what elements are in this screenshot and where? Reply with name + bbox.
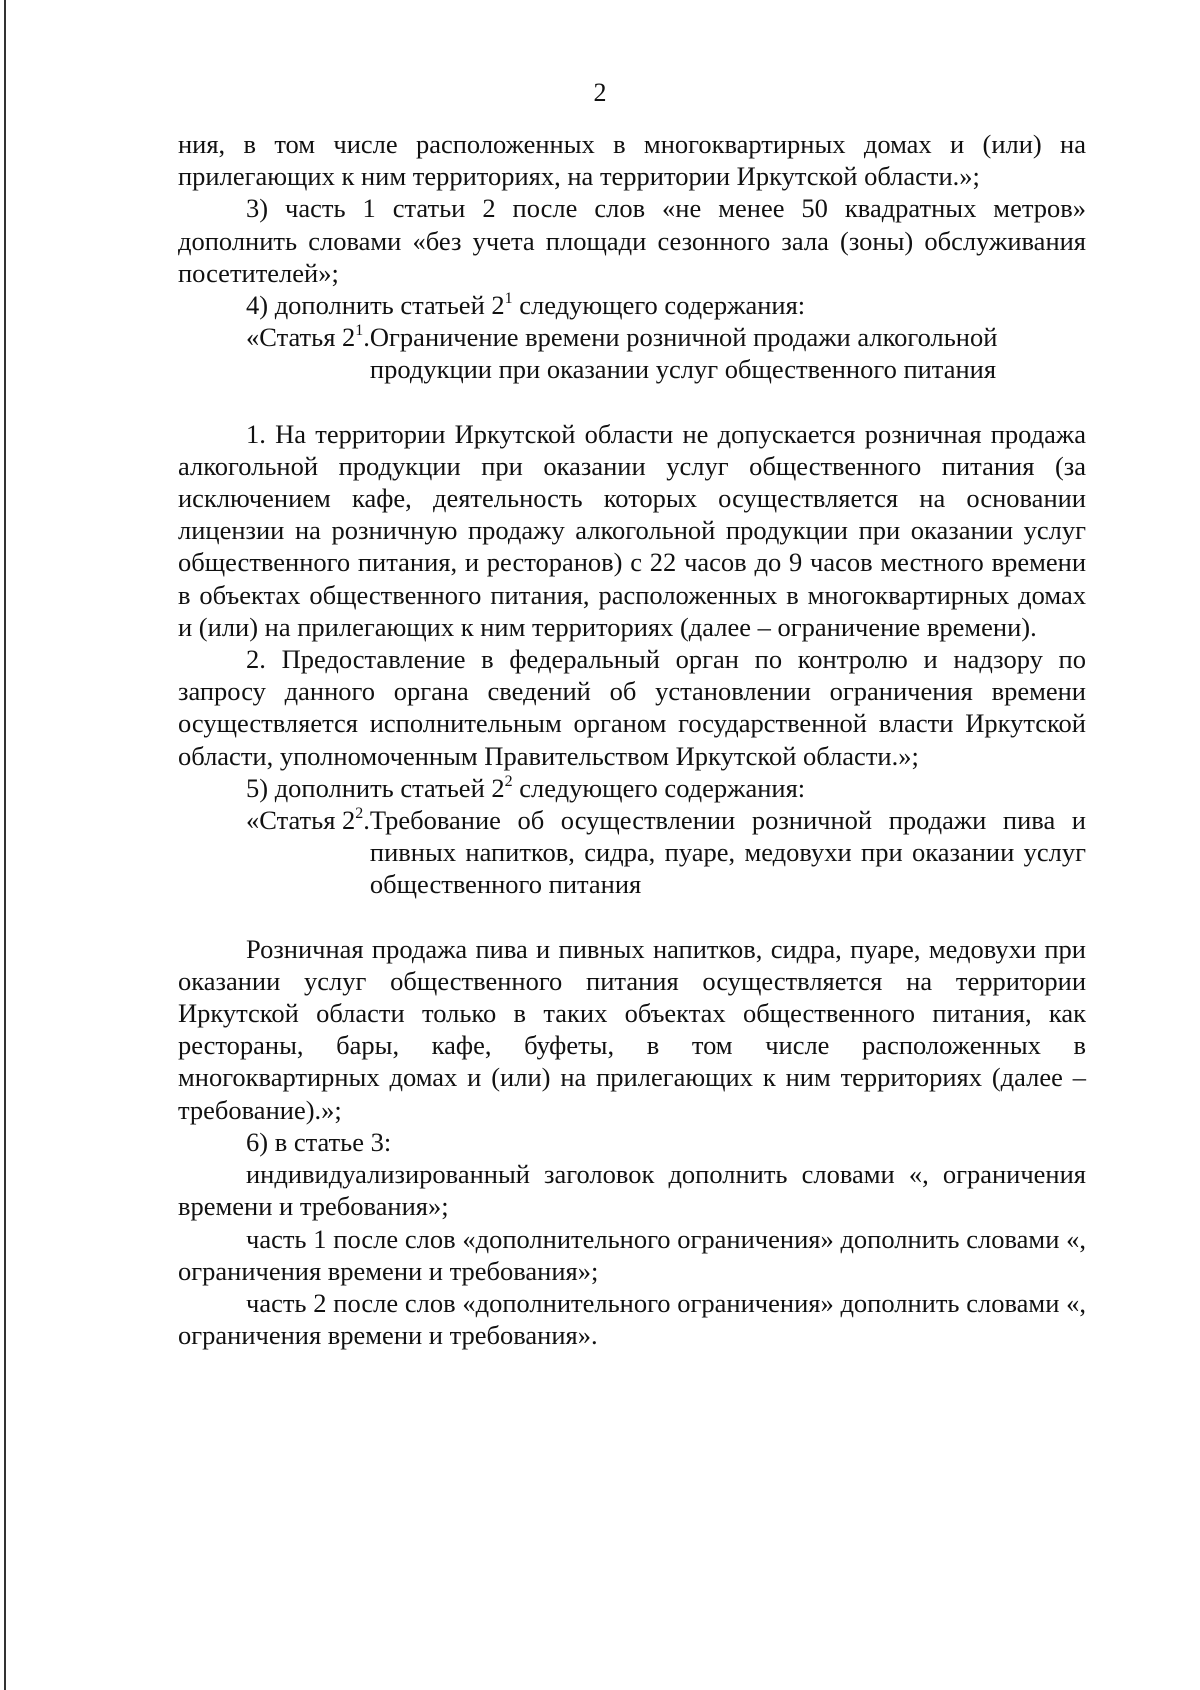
paragraph-item-5: 5) дополнить статьей $2^2$ следующего содержания: [246, 772, 806, 803]
superscript: 2 [504, 772, 513, 790]
article-2-1-part-2: 2. Предоставление в федеральный орган по контролю и надзору по запросу данного органа сведений об установлении ограничения времени осуществляется исполнительным органом государственной власти Иркутской области, уполномоченным Правительством Иркутской области.»; [178, 644, 1086, 771]
spacer [178, 901, 1086, 933]
paragraph-item-6: 6) в статье 3: [246, 1126, 392, 1157]
superscript: 1 [504, 290, 513, 308]
paragraph-item-3: 3) часть 1 статьи 2 после слов «не менее 50 квадратных метров» дополнить словами «без учета площади сезонного зала (зоны) обслуживания посетителей»; [178, 193, 1086, 288]
article-2-1-title: Ограничение времени розничной продажи алкогольной продукции при оказании услуг общественного питания [369, 322, 998, 385]
paragraph-item-6-b: часть 1 после слов «дополнительного ограничения» дополнить словами «, ограничения времени и требования»; [178, 1223, 1086, 1286]
article-2-2-title: Требование об осуществлении розничной продажи пива и пивных напитков, сидра, пуаре, медовухи при оказании услуг общественного питания [369, 805, 1086, 900]
article-2-2-text: Розничная продажа пива и пивных напитков, сидра, пуаре, медовухи при оказании услуг общественного питания осуществляется на территории Иркутской области только в таких объектах общественного питания, как рестораны, бары, кафе, буфеты, в том числе расположенных в многоквартирных домах и (или) на прилегающих к ним территориях (далее – требование).»; [178, 933, 1086, 1125]
paragraph-item-4: 4) дополнить статьей $2^1$ следующего содержания: [246, 290, 806, 321]
article-2-2-label: «Статья $2^2$. [246, 805, 370, 836]
spacer [178, 386, 1086, 418]
paragraph-item-6-a: индивидуализированный заголовок дополнить словами «, ограничения времени и требования»; [178, 1159, 1086, 1222]
article-2-1-part-1: 1. На территории Иркутской области не допускается розничная продажа алкогольной продукции при оказании услуг общественного питания (за исключением кафе, деятельность которых осуществляется на основании лицензии на розничную продажу алкогольной продукции при оказании услуг общественного питания, и ресторанов) с 22 часов до 9 часов местного времени в объектах общественного питания, расположенных в многоквартирных домах и (или) на прилегающих к ним территориях (далее – ограничение времени). [178, 418, 1086, 642]
paragraph-item-6-c: часть 2 после слов «дополнительного ограничения» дополнить словами «, ограничения времени и требования». [178, 1287, 1086, 1351]
document-body [178, 128, 1086, 1351]
scan-edge-line [4, 0, 6, 1690]
article-2-2-heading [246, 804, 1086, 901]
paragraph-continuation: ния, в том числе расположенных в многоквартирных домах и (или) на прилегающих к ним территориях, на территории Иркутской области.»; [178, 129, 1086, 192]
superscript: 1 [355, 322, 364, 340]
article-2-1-heading [246, 321, 1086, 385]
article-2-1-label: «Статья $2^1$. [246, 322, 370, 353]
page-number: 2 [593, 78, 607, 107]
superscript: 2 [355, 805, 364, 823]
